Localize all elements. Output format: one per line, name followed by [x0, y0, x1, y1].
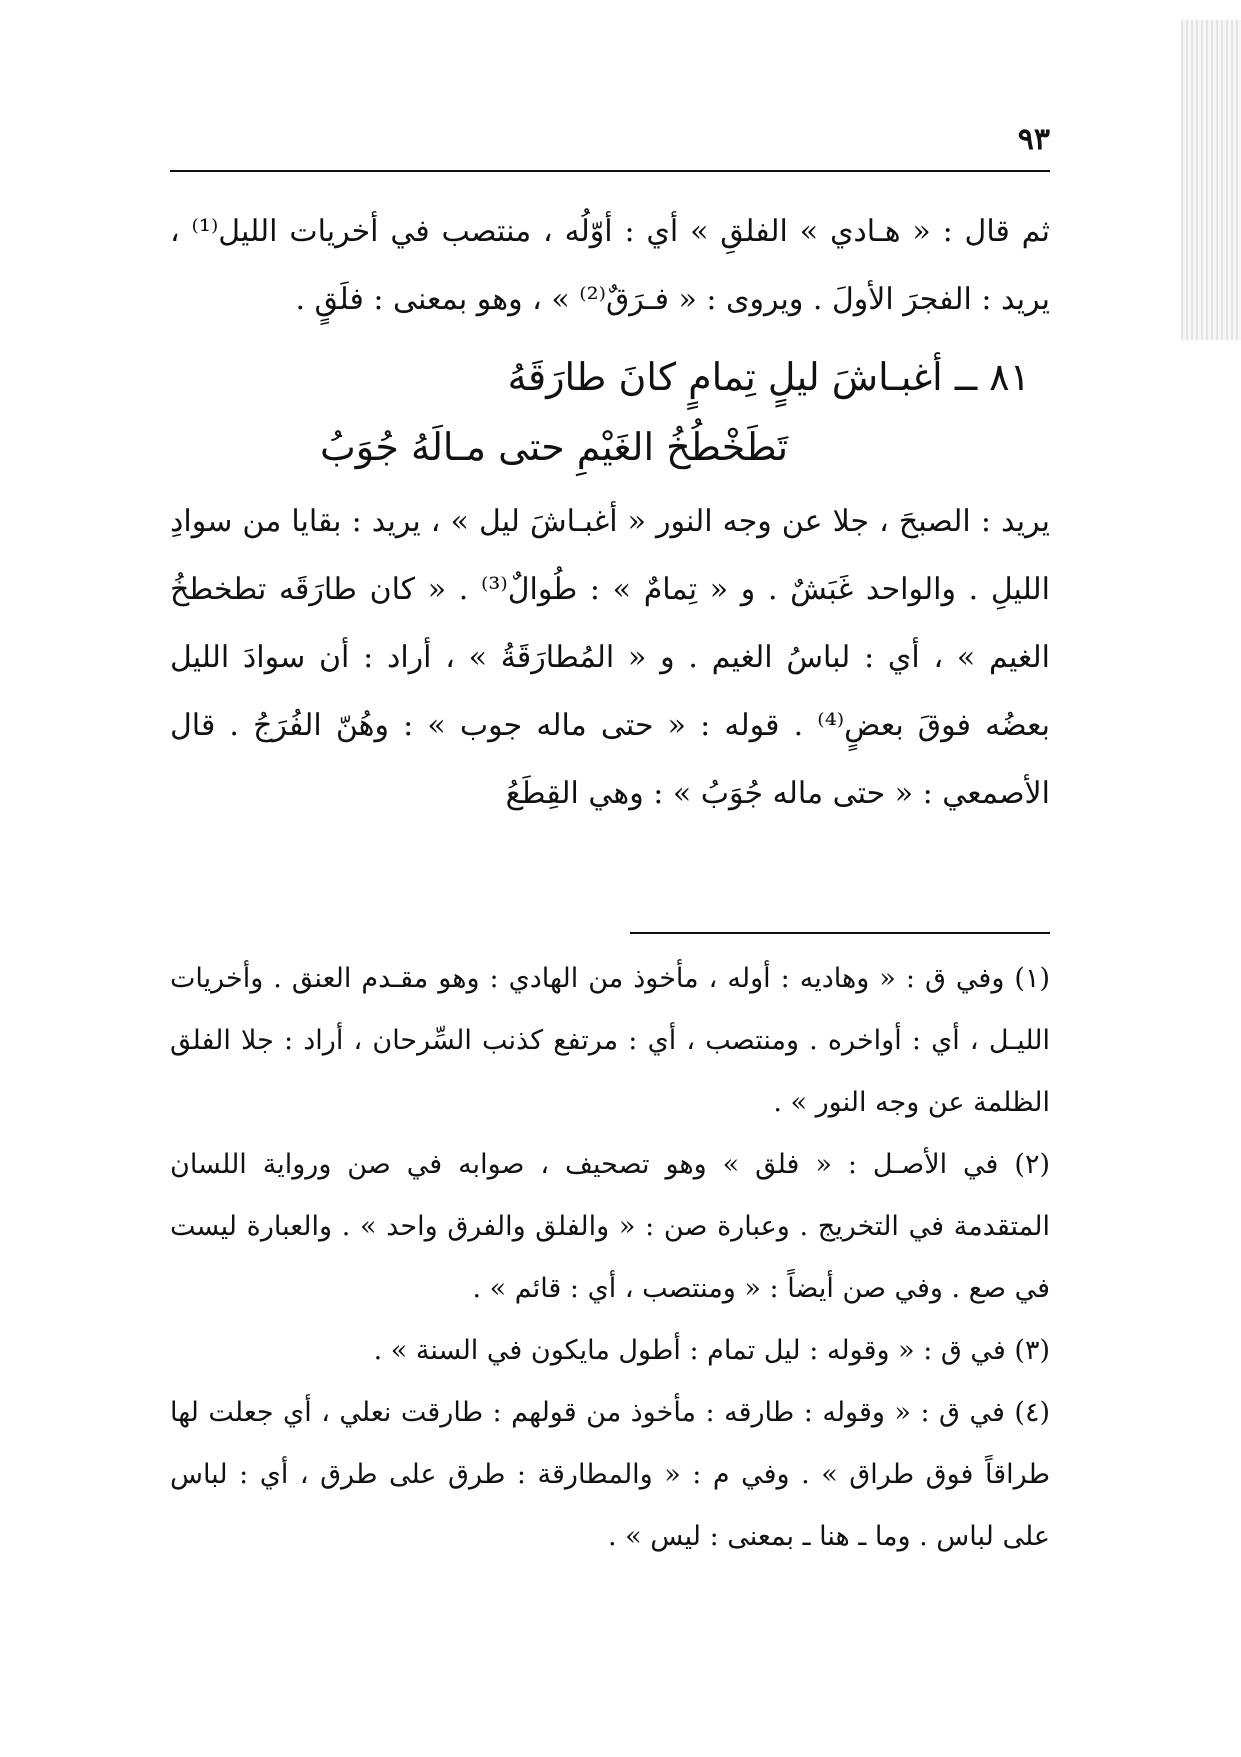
main-text [170, 198, 1050, 828]
commentary-paragraph: يريد : الصبحَ ، جلا عن وجه النور « أغبـاشَ ليل » ، يريد : بقايا من سوادِ الليلِ . والواحد غَبَشٌ . و « تِمامٌ » : طُوالٌ⁽³⁾ . « كان طارَقَه تطخطخُ الغيم » ، أي : لباسُ الغيم . و « المُطارَقَةُ » ، أراد : أن سوادَ الليل بعضُه فوقَ بعضٍ⁽⁴⁾ . قوله : « حتى ماله جوب » : وهُنّ الفُرَجُ . قال الأصمعي : « حتى ماله جُوَبُ » : وهي القِطَعُ [170, 504, 1050, 811]
intro-paragraph: ثم قال : « هـادي » الفلقِ » أي : أوّلُه ، منتصب في أخريات الليل⁽¹⁾ ، يريد : الفجرَ الأولَ . ويروى : « فـرَقٌ⁽²⁾ » ، وهو بمعنى : فلَقٍ . [170, 214, 1050, 317]
header-rule [170, 170, 1050, 172]
verse-81 [170, 342, 1050, 482]
footnote-1: (١) وفي ق : « وهاديه : أوله ، مأخوذ من الهادي : وهو مقـدم العنق . وأخريات الليـل ، أي : أواخره . ومنتصب ، أي : مرتفع كذنب السِّرحان ، أراد : جلا الفلق الظلمة عن وجه النور » . [170, 963, 1050, 1118]
verse-hemistich-1: ٨١ ــ أغبـاشَ ليلٍ تِمامٍ كانَ طارَقَهُ [507, 355, 1030, 399]
footnote-rule [630, 932, 1050, 934]
page-edge-shadow [1181, 20, 1241, 340]
footnotes [170, 948, 1050, 1568]
footnote-3: (٣) في ق : « وقوله : ليل تمام : أطول مايكون في السنة » . [373, 1335, 1050, 1366]
page-number: ٩٣ [1017, 122, 1050, 157]
footnote-2: (٢) في الأصـل : « فلق » وهو تصحيف ، صوابه في صن ورواية اللسان المتقدمة في التخريج . وعبارة صن : « والفلق والفرق واحد » . والعبارة ليست في صع . وفي صن أيضاً : « ومنتصب ، أي : قائم » . [170, 1149, 1050, 1304]
verse-hemistich-2: تَطَخْطُخُ الغَيْمِ حتى مـالَهُ جُوَبُ [320, 425, 789, 469]
footnote-4: (٤) في ق : « وقوله : طارقه : مأخوذ من قولهم : طارقت نعلي ، أي جعلت لها طراقاً فوق طراق » . وفي م : « والمطارقة : طرق على طرق ، أي : لباس على لباس . وما ـ هنا ـ بمعنى : ليس » . [170, 1397, 1050, 1552]
